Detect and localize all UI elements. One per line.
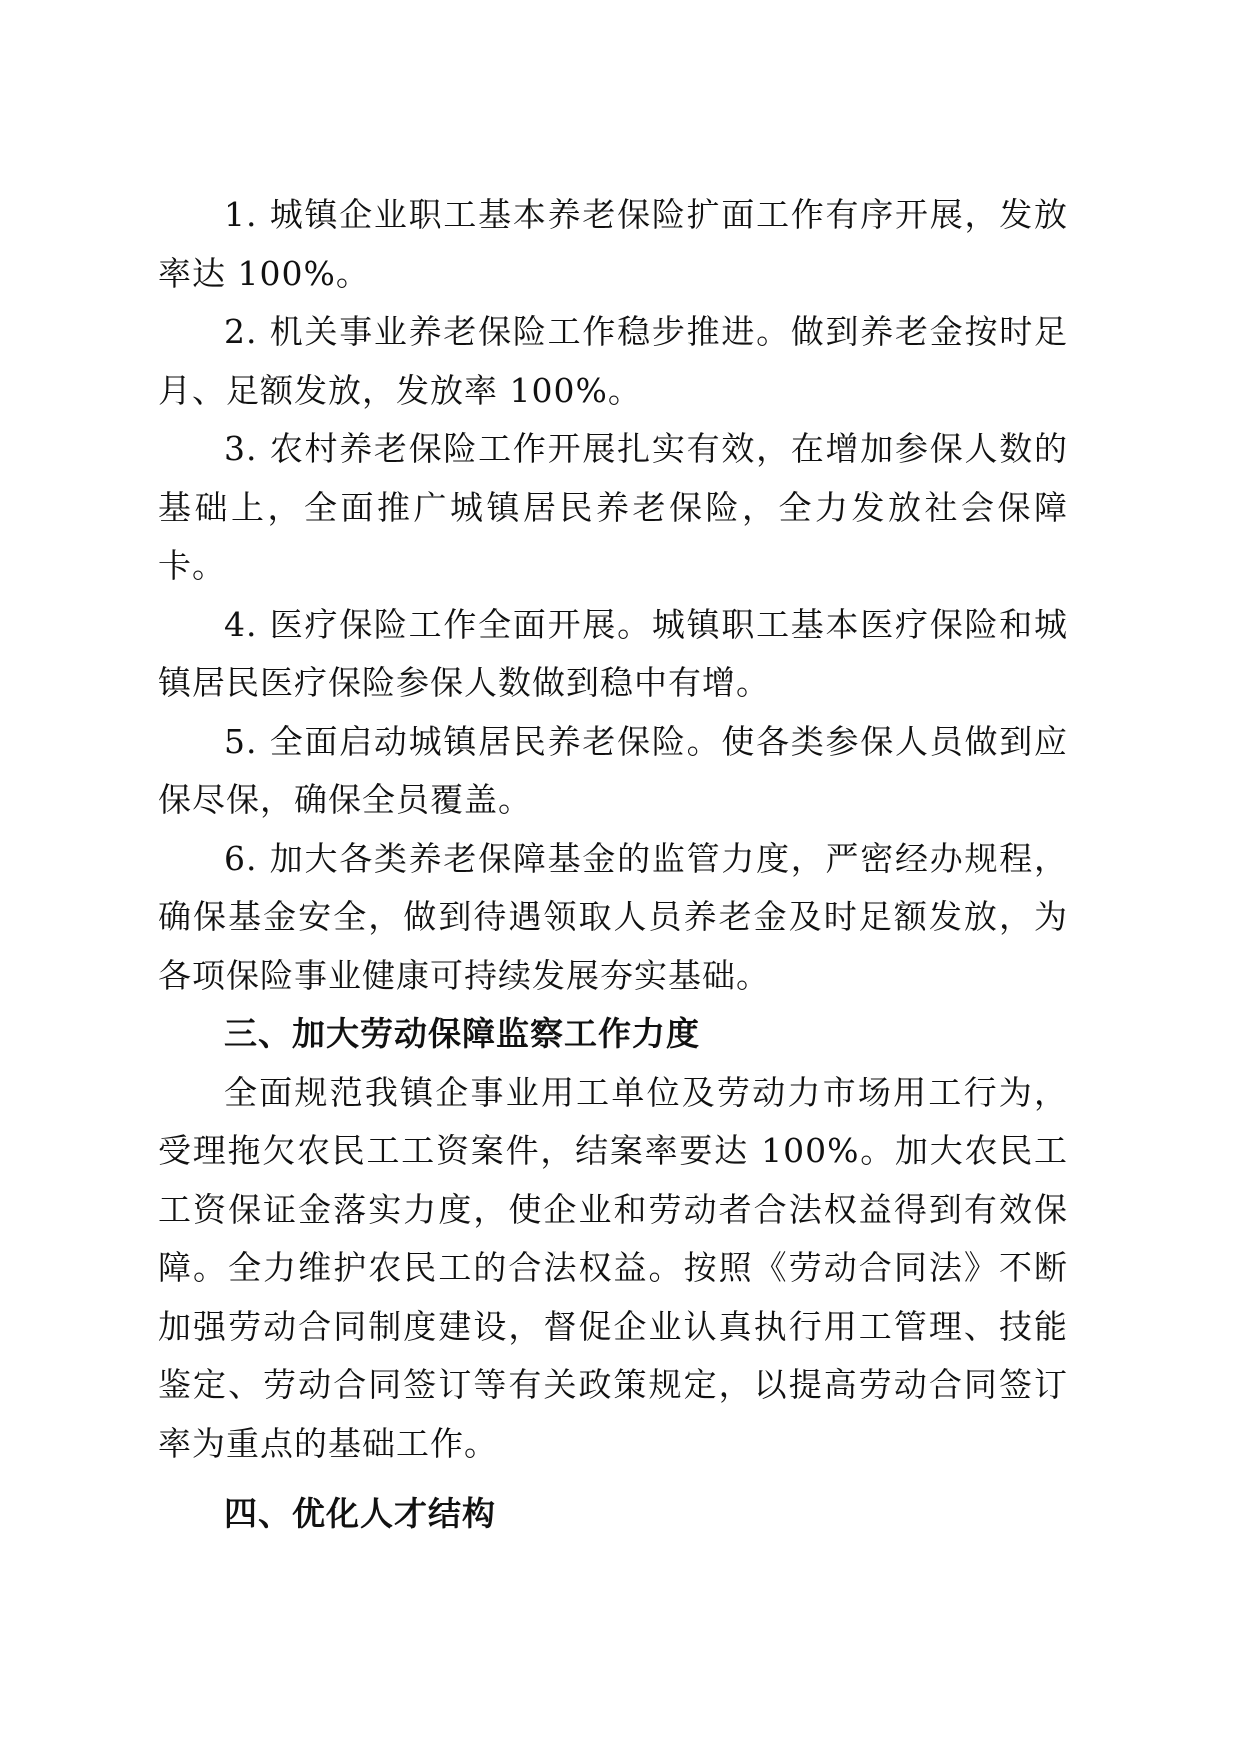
- list-item-1: 1. 城镇企业职工基本养老保险扩面工作有序开展，发放率达 100%。: [158, 195, 1068, 293]
- list-item-6: 6. 加大各类养老保障基金的监管力度，严密经办规程，确保基金安全，做到待遇领取人员养老金及时足额发放，为各项保险事业健康可持续发展夯实基础。: [158, 838, 1068, 995]
- section-3-paragraph: 全面规范我镇企事业用工单位及劳动力市场用工行为，受理拖欠农民工工资案件，结案率要达 100%。加大农民工工资保证金落实力度，使企业和劳动者合法权益得到有效保障。全力维护农民工的合法权益。按照《劳动合同法》不断加强劳动合同制度建设，督促企业认真执行用工管理、技能鉴定、劳动合同签订等有关政策规定，以提高劳动合同签订率为重点的基础工作。: [158, 1072, 1068, 1463]
- list-item-3: 3. 农村养老保险工作开展扎实有效，在增加参保人数的基础上，全面推广城镇居民养老保险，全力发放社会保障卡。: [158, 429, 1068, 585]
- list-item-2: 2. 机关事业养老保险工作稳步推进。做到养老金按时足月、足额发放，发放率 100%。: [158, 312, 1068, 410]
- list-item-4: 4. 医疗保险工作全面开展。城镇职工基本医疗保险和城镇居民医疗保险参保人数做到稳中有增。: [158, 604, 1068, 702]
- list-item-5: 5. 全面启动城镇居民养老保险。使各类参保人员做到应保尽保，确保全员覆盖。: [158, 721, 1068, 819]
- section-4-heading: 四、优化人才结构: [224, 1494, 496, 1533]
- section-3-heading: 三、加大劳动保障监察工作力度: [224, 1014, 700, 1053]
- document-body: [158, 186, 1068, 1544]
